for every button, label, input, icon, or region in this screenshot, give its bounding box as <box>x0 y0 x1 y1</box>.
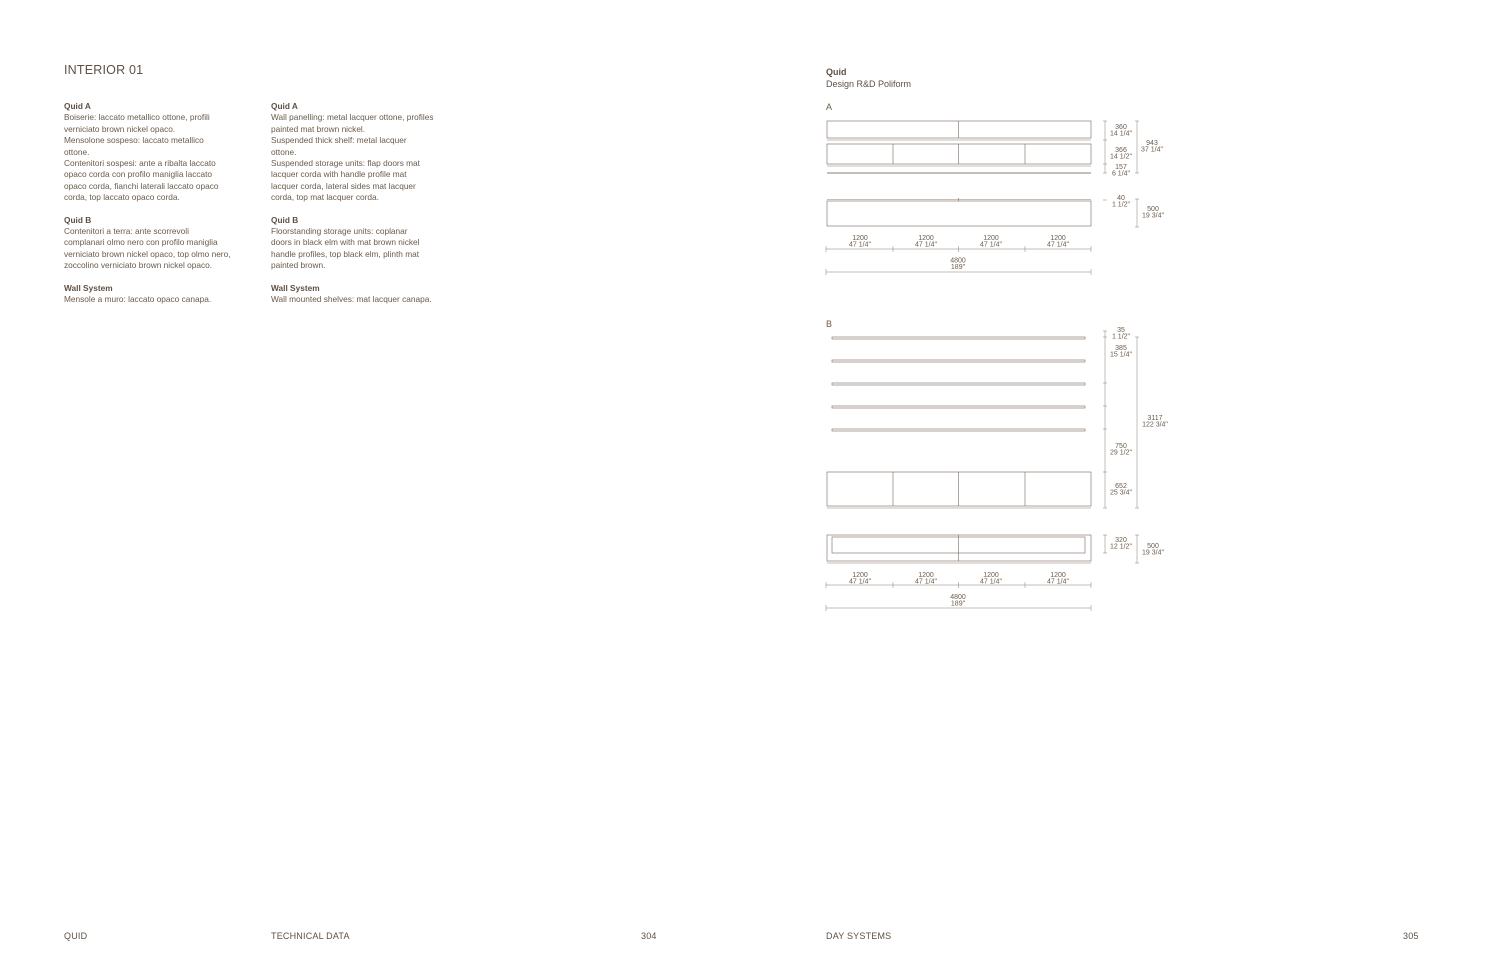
footer-section-left: TECHNICAL DATA <box>271 931 350 941</box>
spec-heading: Wall System <box>64 282 113 293</box>
spec-line: ottone. <box>64 146 90 157</box>
dim-in: 1 1/2" <box>1111 201 1131 209</box>
wall-panel-top <box>827 121 1091 138</box>
module-mm: 1200 <box>1050 235 1066 242</box>
spec-line: opaco corda, fianchi laterali laccato opaco <box>64 180 219 191</box>
spec-line: handle profiles, top black elm, plinth mat <box>271 248 420 259</box>
total-width-in: 189" <box>950 264 966 271</box>
plan-outline <box>827 535 1091 561</box>
page-title: INTERIOR 01 <box>64 63 144 77</box>
wall-shelf <box>832 383 1085 385</box>
product-name: Quid <box>826 67 847 77</box>
drawing-b-floor-units <box>827 472 1091 508</box>
module-in: 47 1/4" <box>1047 578 1069 586</box>
spec-line: zoccolino verniciato brown nickel opaco. <box>64 260 213 271</box>
floorstanding-storage <box>827 472 1091 506</box>
wall-shelf <box>832 360 1085 362</box>
drawing-b-shelves <box>832 337 1085 431</box>
module-mm: 1200 <box>852 572 868 579</box>
spec-line: verniciato brown nickel opaco, top olmo nero, <box>64 248 231 259</box>
drawing-a-label: A <box>826 102 833 112</box>
spec-heading: Quid B <box>64 214 92 225</box>
spec-line: lacquer corda, lateral sides mat lacquer <box>271 180 416 191</box>
dim-total-height-mm: 3117 <box>1147 415 1163 422</box>
module-mm: 1200 <box>918 572 934 579</box>
spec-line: Suspended storage units: flap doors mat <box>271 158 420 169</box>
dim-mm: 320 <box>1115 537 1127 544</box>
spec-line: corda, top laccato opaco corda. <box>64 192 180 203</box>
designer-credit: Design R&D Poliform <box>826 78 912 89</box>
spec-heading: Quid A <box>271 101 298 111</box>
footer-brand: QUID <box>64 931 88 941</box>
dim-total-height-in: 122 3/4" <box>1142 421 1168 429</box>
dim-total-height-in: 37 1/4" <box>1141 146 1163 154</box>
dim-depth-in: 19 3/4" <box>1142 549 1164 557</box>
dim-in: 14 1/2" <box>1110 153 1132 161</box>
spec-heading: Quid A <box>64 101 91 111</box>
module-in: 47 1/4" <box>980 241 1002 249</box>
spec-line: Contenitori sospesi: ante a ribalta laccato <box>64 158 216 169</box>
spec-line: Suspended thick shelf: metal lacquer <box>271 135 407 146</box>
dim-in: 1 1/2" <box>1111 333 1131 341</box>
dim-in: 14 1/4" <box>1110 130 1132 138</box>
spec-line: complanari olmo nero con profilo maniglia <box>64 237 218 248</box>
dim-mm: 366 <box>1115 147 1127 154</box>
module-in: 47 1/4" <box>915 578 937 586</box>
module-in: 47 1/4" <box>915 241 937 249</box>
module-in: 47 1/4" <box>849 241 871 249</box>
module-in: 47 1/4" <box>980 578 1002 586</box>
total-width-in: 189" <box>950 600 966 608</box>
dim-mm: 750 <box>1115 443 1127 450</box>
module-mm: 1200 <box>983 235 999 242</box>
dim-mm: 35 <box>1117 327 1125 334</box>
page-number-left: 304 <box>641 931 657 941</box>
dim-depth-mm: 500 <box>1147 206 1159 213</box>
spec-heading: Quid B <box>271 214 299 225</box>
dim-mm: 385 <box>1115 345 1127 352</box>
spec-line: verniciato brown nickel opaco. <box>64 123 176 134</box>
spec-line: Floorstanding storage units: coplanar <box>271 226 408 237</box>
dim-mm: 40 <box>1117 195 1125 202</box>
spec-line: corda, top mat lacquer corda. <box>271 192 379 203</box>
drawing-b-dim-lines <box>826 331 1139 611</box>
dim-mm: 360 <box>1115 124 1127 131</box>
plan-outline <box>827 201 1091 226</box>
module-mm: 1200 <box>918 235 934 242</box>
suspended-storage-units <box>827 144 1091 164</box>
spec-line: Mensolone sospeso: laccato metallico <box>64 135 204 146</box>
module-mm: 1200 <box>1050 572 1066 579</box>
page-number-right: 305 <box>1403 931 1419 941</box>
dim-in: 12 1/2" <box>1110 543 1132 551</box>
dim-mm: 157 <box>1115 164 1127 171</box>
wall-shelf <box>832 406 1085 408</box>
spec-line: painted mat brown nickel. <box>271 123 366 134</box>
drawing-a-plan <box>827 198 1091 226</box>
module-mm: 1200 <box>983 572 999 579</box>
spec-line: Wall panelling: metal lacquer ottone, profiles <box>271 112 434 123</box>
spec-line: painted brown. <box>271 260 326 271</box>
spec-line: ottone. <box>271 146 297 157</box>
dim-in: 6 1/4" <box>1111 170 1131 178</box>
dim-in: 15 1/4" <box>1110 351 1132 359</box>
wall-shelf <box>832 429 1085 431</box>
dim-total-height-mm: 943 <box>1146 140 1158 147</box>
dim-depth-mm: 500 <box>1147 543 1159 550</box>
spec-line: lacquer corda with handle profile mat <box>271 169 407 180</box>
drawing-b-label: B <box>826 319 833 329</box>
spec-line: Contenitori a terra: ante scorrevoli <box>64 226 189 237</box>
spec-heading: Wall System <box>271 282 320 293</box>
drawing-a-elevation <box>827 121 1091 173</box>
module-in: 47 1/4" <box>849 578 871 586</box>
spec-line: Boiserie: laccato metallico ottone, profili <box>64 112 210 123</box>
drawing-b-plan <box>827 535 1091 563</box>
wall-shelf <box>832 337 1085 339</box>
total-width-mm: 4800 <box>950 257 966 265</box>
spec-line: doors in black elm with mat brown nickel <box>271 237 420 248</box>
dim-in: 25 3/4" <box>1110 489 1132 497</box>
footer-section-right: DAY SYSTEMS <box>826 931 892 941</box>
dim-depth-in: 19 3/4" <box>1142 212 1164 220</box>
total-width-mm: 4800 <box>950 594 966 601</box>
spec-line: Mensole a muro: laccato opaco canapa. <box>64 294 212 305</box>
spec-line: Wall mounted shelves: mat lacquer canapa. <box>271 294 432 305</box>
dim-in: 29 1/2" <box>1110 449 1132 457</box>
module-mm: 1200 <box>852 235 868 242</box>
spec-line: opaco corda con profilo maniglia laccato <box>64 169 213 180</box>
dim-mm: 652 <box>1115 483 1127 490</box>
module-in: 47 1/4" <box>1047 241 1069 249</box>
